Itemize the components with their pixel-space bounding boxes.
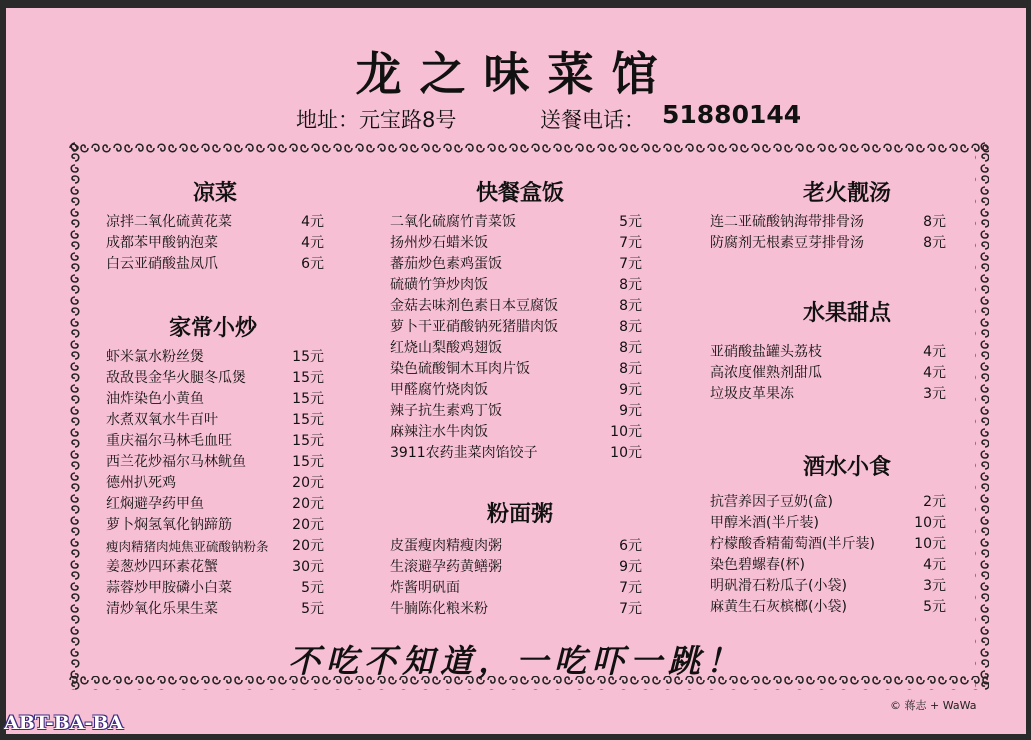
list-item: 红焖避孕药甲鱼 20元 (106, 496, 324, 512)
list-item: 生滚避孕药黄鳝粥 9元 (390, 559, 642, 575)
list-item: 成都苯甲酸钠泡菜 4元 (106, 235, 324, 251)
list-item: 甲醛腐竹烧肉饭 9元 (390, 382, 642, 398)
list-item: 抗营养因子豆奶(盒) 2元 (710, 494, 946, 510)
list-item: 瘦肉精猪肉炖焦亚硫酸钠粉条 20元 (106, 538, 324, 554)
list-item: 扬州炒石蜡米饭 7元 (390, 235, 642, 251)
list-item: 垃圾皮革果冻 3元 (710, 386, 946, 402)
liangcai-list (106, 212, 324, 275)
section-title-jiachang: 家常小炒 (168, 316, 257, 341)
list-item: 萝卜焖氢氧化钠蹄筋 20元 (106, 517, 324, 533)
list-item: 凉拌二氧化硫黄花菜 4元 (106, 214, 324, 230)
list-item: 明矾滑石粉瓜子(小袋) 3元 (710, 578, 946, 594)
address: 地址：元宝路8号 (296, 108, 457, 132)
list-item: 皮蛋瘦肉精瘦肉粥 6元 (390, 538, 642, 554)
list-item: 蒜蓉炒甲胺磷小白菜 5元 (106, 580, 324, 596)
section-title-shuiguo: 水果甜点 (802, 301, 891, 326)
list-item: 德州扒死鸡 20元 (106, 475, 324, 491)
list-item: 亚硝酸盐罐头荔枝 4元 (710, 344, 946, 360)
list-item: 染色碧螺春(杯) 4元 (710, 557, 946, 573)
restaurant-name: 龙之味菜馆 (355, 47, 676, 101)
watermark: ABT-BA-BA (4, 712, 124, 734)
list-item: 油炸染色小黄鱼 15元 (106, 391, 324, 407)
list-item: 甲醇米酒(半斤装) 10元 (710, 515, 946, 531)
list-item: 炸酱明矾面 7元 (390, 580, 642, 596)
list-item: 虾米氯水粉丝煲 15元 (106, 349, 324, 365)
list-item: 姜葱炒四环素花蟹 30元 (106, 559, 324, 575)
credit: © 蒋志 + WaWa (890, 699, 977, 712)
list-item: 连二亚硫酸钠海带排骨汤 8元 (710, 214, 946, 230)
list-item: 敌敌畏金华火腿冬瓜煲 15元 (106, 370, 324, 386)
list-item: 金菇去味剂色素日本豆腐饭 8元 (390, 298, 642, 314)
list-item: 西兰花炒福尔马林鱿鱼 15元 (106, 454, 324, 470)
list-item: 麻黄生石灰槟榔(小袋) 5元 (710, 599, 946, 615)
jiushui-list (710, 492, 946, 618)
jiachang-list (106, 347, 324, 620)
list-item: 红烧山梨酸鸡翅饭 8元 (390, 340, 642, 356)
list-item: 萝卜干亚硝酸钠死猪腊肉饭 8元 (390, 319, 642, 335)
section-title-liangcai: 凉菜 (192, 181, 237, 206)
list-item: 硫磺竹笋炒肉饭 8元 (390, 277, 642, 293)
delivery-phone-number: 51880144 (662, 100, 802, 129)
list-item: 牛腩陈化粮米粉 7元 (390, 601, 642, 617)
list-item: 麻辣注水牛肉饭 10元 (390, 424, 642, 440)
delivery-phone-label: 送餐电话： (540, 108, 645, 132)
section-title-kuaican: 快餐盒饭 (475, 181, 564, 206)
list-item: 重庆福尔马林毛血旺 15元 (106, 433, 324, 449)
fenmian-list (390, 536, 642, 620)
list-item: 3911农药韭菜肉馅饺子 10元 (390, 445, 642, 461)
kuaican-list (390, 212, 642, 464)
list-item: 染色硫酸铜木耳肉片饭 8元 (390, 361, 642, 377)
list-item: 二氧化硫腐竹青菜饭 5元 (390, 214, 642, 230)
section-title-fenmian: 粉面粥 (486, 502, 553, 527)
list-item: 辣子抗生素鸡丁饭 9元 (390, 403, 642, 419)
list-item: 白云亚硝酸盐凤爪 6元 (106, 256, 324, 272)
slogan: 不吃不知道，一吃吓一跳！ (288, 642, 745, 680)
list-item: 水煮双氧水牛百叶 15元 (106, 412, 324, 428)
list-item: 防腐剂无根素豆芽排骨汤 8元 (710, 235, 946, 251)
section-title-laohuo: 老火靓汤 (802, 181, 891, 206)
list-item: 柠檬酸香精葡萄酒(半斤装) 10元 (710, 536, 946, 552)
list-item: 蕃茄炒色素鸡蛋饭 7元 (390, 256, 642, 272)
list-item: 高浓度催熟剂甜瓜 4元 (710, 365, 946, 381)
section-title-jiushui: 酒水小食 (802, 455, 891, 480)
shuiguo-list (710, 342, 946, 405)
laohuo-list (710, 212, 946, 254)
list-item: 清炒氧化乐果生菜 5元 (106, 601, 324, 617)
